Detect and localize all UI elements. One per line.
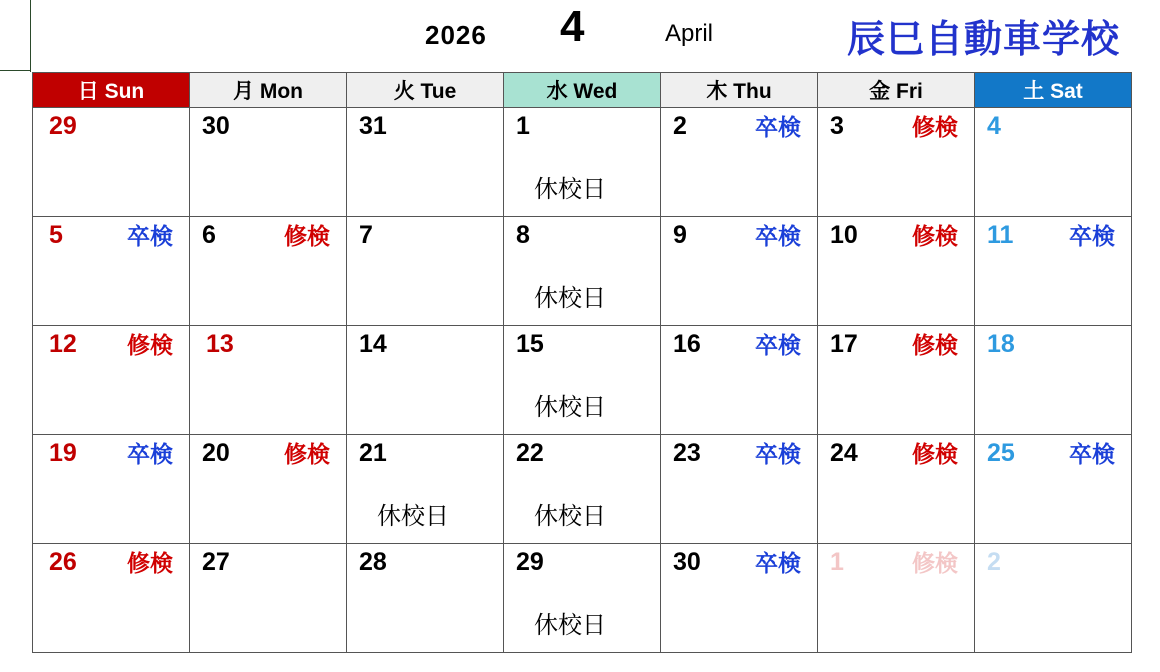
calendar-cell[interactable] xyxy=(818,544,975,653)
closed-day-label: 休校日 xyxy=(534,285,606,312)
calendar-cell[interactable] xyxy=(504,326,661,435)
weekday-header-tue: 火 Tue xyxy=(347,73,504,108)
header-school-name: 辰巳自動車学校 xyxy=(846,19,1120,61)
calendar-cell[interactable] xyxy=(33,217,190,326)
weekday-header-mon: 月 Mon xyxy=(190,73,347,108)
event-tag-shuuken: 修検 xyxy=(912,550,958,576)
calendar-cell[interactable] xyxy=(190,217,347,326)
calendar-cell[interactable] xyxy=(661,217,818,326)
calendar-cell[interactable] xyxy=(347,326,504,435)
calendar-cell[interactable] xyxy=(975,108,1132,217)
calendar-header xyxy=(0,0,1160,70)
weekday-header-sat: 土 Sat xyxy=(975,73,1132,108)
day-number: 4 xyxy=(987,112,1001,140)
event-tag-sotsuken: 卒検 xyxy=(127,223,173,249)
day-number: 21 xyxy=(359,439,387,467)
event-tag-shuuken: 修検 xyxy=(912,223,958,249)
calendar-cell[interactable] xyxy=(347,435,504,544)
day-number: 20 xyxy=(202,439,230,467)
calendar-cell[interactable] xyxy=(190,544,347,653)
event-tag-shuuken: 修検 xyxy=(127,332,173,358)
day-number: 13 xyxy=(206,330,234,358)
day-number: 28 xyxy=(359,548,387,576)
day-number: 10 xyxy=(830,221,858,249)
calendar-week-row xyxy=(33,217,1132,326)
weekday-header-sun: 日 Sun xyxy=(33,73,190,108)
calendar-cell[interactable] xyxy=(818,108,975,217)
header-month-name: April xyxy=(665,20,714,47)
calendar-cell[interactable] xyxy=(33,544,190,653)
day-number: 2 xyxy=(987,548,1001,576)
calendar-week-row xyxy=(33,108,1132,217)
calendar-cell[interactable] xyxy=(975,326,1132,435)
day-number: 9 xyxy=(673,221,687,249)
calendar-cell[interactable] xyxy=(347,217,504,326)
day-number: 6 xyxy=(202,221,216,249)
calendar-cell[interactable] xyxy=(190,326,347,435)
day-number: 12 xyxy=(49,330,77,358)
day-number: 30 xyxy=(673,548,701,576)
calendar-cell[interactable] xyxy=(818,435,975,544)
calendar-cell[interactable] xyxy=(33,326,190,435)
day-number: 27 xyxy=(202,548,230,576)
event-tag-shuuken: 修検 xyxy=(912,441,958,467)
day-number: 31 xyxy=(359,112,387,140)
event-tag-sotsuken: 卒検 xyxy=(127,441,173,467)
event-tag-sotsuken: 卒検 xyxy=(755,332,801,358)
calendar-cell[interactable] xyxy=(661,435,818,544)
day-number: 23 xyxy=(673,439,701,467)
calendar-table xyxy=(32,72,1132,653)
closed-day-label: 休校日 xyxy=(534,176,606,203)
day-number: 18 xyxy=(987,330,1015,358)
event-tag-sotsuken: 卒検 xyxy=(755,223,801,249)
day-number: 14 xyxy=(359,330,387,358)
event-tag-sotsuken: 卒検 xyxy=(755,114,801,140)
day-number: 16 xyxy=(673,330,701,358)
day-number: 7 xyxy=(359,221,373,249)
day-number: 8 xyxy=(516,221,530,249)
calendar-cell[interactable] xyxy=(975,435,1132,544)
header-year: 2026 xyxy=(425,20,487,50)
event-tag-sotsuken: 卒検 xyxy=(755,441,801,467)
calendar-cell[interactable] xyxy=(661,544,818,653)
event-tag-sotsuken: 卒検 xyxy=(755,550,801,576)
calendar-cell[interactable] xyxy=(504,108,661,217)
calendar-cell[interactable] xyxy=(190,435,347,544)
calendar-cell[interactable] xyxy=(818,217,975,326)
day-number: 29 xyxy=(49,112,77,140)
event-tag-shuuken: 修検 xyxy=(127,550,173,576)
event-tag-shuuken: 修検 xyxy=(912,332,958,358)
calendar-cell[interactable] xyxy=(347,108,504,217)
event-tag-sotsuken: 卒検 xyxy=(1069,223,1115,249)
day-number: 30 xyxy=(202,112,230,140)
calendar-cell[interactable] xyxy=(818,326,975,435)
weekday-header-wed: 水 Wed xyxy=(504,73,661,108)
sheet-guide-line-horizontal xyxy=(0,70,30,71)
calendar-week-row xyxy=(33,544,1132,653)
closed-day-label: 休校日 xyxy=(377,503,449,530)
calendar-cell[interactable] xyxy=(504,544,661,653)
calendar-cell[interactable] xyxy=(661,326,818,435)
closed-day-label: 休校日 xyxy=(534,394,606,421)
calendar-cell[interactable] xyxy=(504,217,661,326)
day-number: 15 xyxy=(516,330,544,358)
day-number: 2 xyxy=(673,112,687,140)
event-tag-shuuken: 修検 xyxy=(912,114,958,140)
calendar-cell[interactable] xyxy=(975,217,1132,326)
day-number: 11 xyxy=(987,221,1014,249)
day-number: 1 xyxy=(516,112,530,140)
weekday-header-row xyxy=(33,73,1132,108)
day-number: 5 xyxy=(49,221,63,249)
day-number: 17 xyxy=(830,330,858,358)
weekday-header-thu: 木 Thu xyxy=(661,73,818,108)
day-number: 29 xyxy=(516,548,544,576)
day-number: 25 xyxy=(987,439,1015,467)
calendar-cell[interactable] xyxy=(661,108,818,217)
calendar-cell[interactable] xyxy=(504,435,661,544)
day-number: 24 xyxy=(830,439,858,467)
weekday-header-fri: 金 Fri xyxy=(818,73,975,108)
calendar-cell[interactable] xyxy=(33,108,190,217)
calendar-cell[interactable] xyxy=(975,544,1132,653)
calendar-week-row xyxy=(33,435,1132,544)
closed-day-label: 休校日 xyxy=(534,503,606,530)
day-number: 19 xyxy=(49,439,77,467)
day-number: 26 xyxy=(49,548,77,576)
day-number: 22 xyxy=(516,439,544,467)
calendar-week-row xyxy=(33,326,1132,435)
calendar-cell[interactable] xyxy=(33,435,190,544)
calendar-cell[interactable] xyxy=(190,108,347,217)
event-tag-sotsuken: 卒検 xyxy=(1069,441,1115,467)
header-month-number: 4 xyxy=(560,2,585,51)
event-tag-shuuken: 修検 xyxy=(284,223,330,249)
closed-day-label: 休校日 xyxy=(534,612,606,639)
calendar-cell[interactable] xyxy=(347,544,504,653)
day-number: 1 xyxy=(830,548,844,576)
day-number: 3 xyxy=(830,112,844,140)
event-tag-shuuken: 修検 xyxy=(284,441,330,467)
